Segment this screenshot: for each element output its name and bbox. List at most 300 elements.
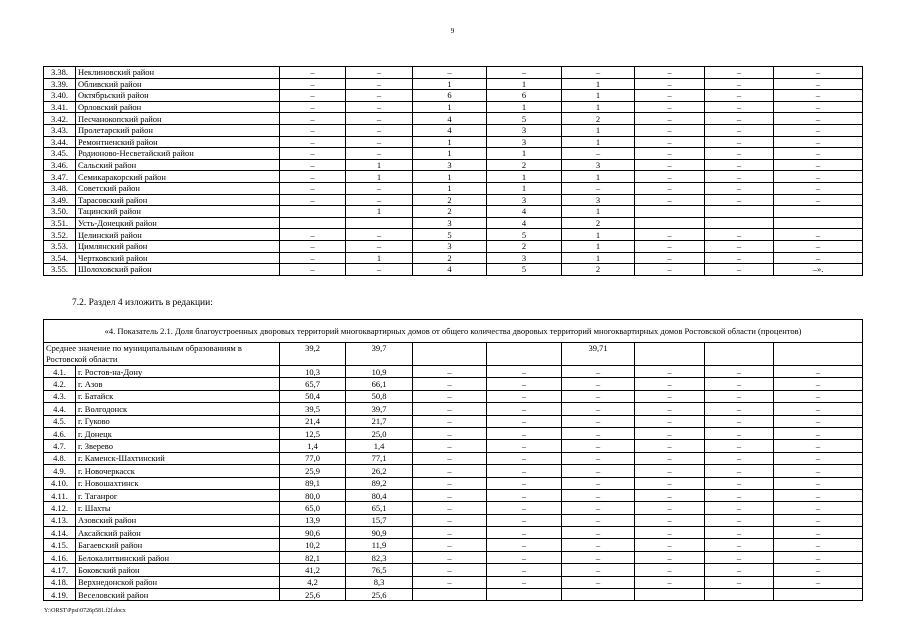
row-value: 1 bbox=[346, 171, 413, 183]
row-value: – bbox=[562, 477, 635, 489]
row-value bbox=[635, 217, 705, 229]
row-value: – bbox=[705, 252, 774, 264]
row-value: – bbox=[562, 440, 635, 452]
row-value: – bbox=[705, 527, 774, 539]
row-name: Целинский район bbox=[76, 229, 280, 241]
row-value: 1 bbox=[413, 78, 487, 90]
row-value: – bbox=[280, 240, 346, 252]
row-value: – bbox=[774, 252, 863, 264]
row-value: – bbox=[635, 182, 705, 194]
row-value: – bbox=[562, 465, 635, 477]
row-name: Багаевский район bbox=[76, 539, 280, 551]
row-value: 6 bbox=[487, 90, 562, 102]
row-number: 4.14. bbox=[44, 527, 76, 539]
row-value: – bbox=[635, 564, 705, 576]
row-value: 77,1 bbox=[346, 452, 413, 464]
table-title: «4. Показатель 2.1. Доля благоустроенных дворовых территорий многоквартирных домов от общего количества дворовых территорий многоквартирных домов Ростовской области (процентов) bbox=[44, 320, 863, 343]
row-value: – bbox=[705, 182, 774, 194]
table-row bbox=[44, 194, 863, 206]
row-value: 1 bbox=[487, 171, 562, 183]
row-value: – bbox=[705, 564, 774, 576]
row-value: – bbox=[487, 465, 562, 477]
row-value: – bbox=[774, 113, 863, 125]
row-number: 3.47. bbox=[44, 171, 76, 183]
row-value: – bbox=[413, 452, 487, 464]
table-row bbox=[44, 229, 863, 241]
row-number: 4.3. bbox=[44, 390, 76, 402]
row-number: 4.6. bbox=[44, 427, 76, 439]
row-value: – bbox=[487, 403, 562, 415]
row-value: – bbox=[280, 148, 346, 160]
row-value: 1,4 bbox=[280, 440, 346, 452]
row-value: 5 bbox=[413, 229, 487, 241]
row-value: 65,0 bbox=[280, 502, 346, 514]
row-value: – bbox=[705, 101, 774, 113]
row-value: – bbox=[635, 124, 705, 136]
row-value: – bbox=[705, 148, 774, 160]
row-number: 4.7. bbox=[44, 440, 76, 452]
row-value: – bbox=[635, 527, 705, 539]
row-value: – bbox=[635, 465, 705, 477]
row-value: – bbox=[635, 78, 705, 90]
row-number: 3.49. bbox=[44, 194, 76, 206]
row-value: – bbox=[280, 101, 346, 113]
row-value: – bbox=[635, 551, 705, 563]
row-value: 8,3 bbox=[346, 576, 413, 588]
row-value: 90,6 bbox=[280, 527, 346, 539]
row-value: – bbox=[705, 366, 774, 378]
row-value: – bbox=[280, 229, 346, 241]
row-number: 4.4. bbox=[44, 403, 76, 415]
row-value: 1 bbox=[562, 206, 635, 218]
row-value: 90,9 bbox=[346, 527, 413, 539]
row-value: – bbox=[774, 465, 863, 477]
row-value: – bbox=[774, 90, 863, 102]
row-value: – bbox=[705, 113, 774, 125]
row-value: – bbox=[705, 576, 774, 588]
row-name: Цимлянский район bbox=[76, 240, 280, 252]
row-value: 4 bbox=[413, 113, 487, 125]
row-value bbox=[280, 206, 346, 218]
table-row bbox=[44, 171, 863, 183]
row-value: – bbox=[562, 403, 635, 415]
row-value: 15,7 bbox=[346, 514, 413, 526]
table-row bbox=[44, 551, 863, 563]
row-value: – bbox=[635, 264, 705, 276]
row-value: 2 bbox=[562, 217, 635, 229]
row-value bbox=[774, 217, 863, 229]
row-value: – bbox=[774, 101, 863, 113]
row-value: – bbox=[487, 551, 562, 563]
row-number: 4.5. bbox=[44, 415, 76, 427]
average-value: 39,7 bbox=[346, 343, 413, 366]
table-row bbox=[44, 378, 863, 390]
row-number: 3.52. bbox=[44, 229, 76, 241]
row-value: 5 bbox=[487, 264, 562, 276]
row-value: – bbox=[346, 78, 413, 90]
row-value: – bbox=[635, 489, 705, 501]
row-name: Усть-Донецкий район bbox=[76, 217, 280, 229]
row-value: 1 bbox=[562, 171, 635, 183]
row-value: 3 bbox=[413, 240, 487, 252]
row-value: – bbox=[413, 514, 487, 526]
row-value: – bbox=[280, 182, 346, 194]
row-number: 3.46. bbox=[44, 159, 76, 171]
row-value: – bbox=[705, 415, 774, 427]
table-row bbox=[44, 78, 863, 90]
row-name: Орловский район bbox=[76, 101, 280, 113]
table-row bbox=[44, 217, 863, 229]
row-number: 3.41. bbox=[44, 101, 76, 113]
row-name: Тацинский район bbox=[76, 206, 280, 218]
row-value: 80,0 bbox=[280, 489, 346, 501]
row-value: – bbox=[635, 90, 705, 102]
row-name: Октябрьский район bbox=[76, 90, 280, 102]
row-value: 89,2 bbox=[346, 477, 413, 489]
row-name: Тарасовский район bbox=[76, 194, 280, 206]
row-value: – bbox=[774, 539, 863, 551]
row-value: – bbox=[280, 252, 346, 264]
row-value: – bbox=[774, 390, 863, 402]
row-value: – bbox=[635, 452, 705, 464]
row-value: 1 bbox=[413, 136, 487, 148]
row-value: – bbox=[705, 539, 774, 551]
table-row bbox=[44, 113, 863, 125]
row-number: 4.9. bbox=[44, 465, 76, 477]
row-value: 12,5 bbox=[280, 427, 346, 439]
row-value: – bbox=[562, 182, 635, 194]
row-value: – bbox=[635, 252, 705, 264]
row-value: 1 bbox=[413, 101, 487, 113]
table-row bbox=[44, 240, 863, 252]
row-value: – bbox=[487, 452, 562, 464]
row-value: – bbox=[562, 551, 635, 563]
row-name: Азовский район bbox=[76, 514, 280, 526]
row-value: 5 bbox=[487, 113, 562, 125]
table-row bbox=[44, 576, 863, 588]
table-row bbox=[44, 527, 863, 539]
row-value: – bbox=[346, 194, 413, 206]
row-value: 1 bbox=[413, 171, 487, 183]
row-value bbox=[346, 217, 413, 229]
table-row bbox=[44, 390, 863, 402]
row-value: – bbox=[413, 366, 487, 378]
row-value: – bbox=[774, 527, 863, 539]
row-value: – bbox=[280, 171, 346, 183]
row-value: – bbox=[774, 194, 863, 206]
table-row bbox=[44, 124, 863, 136]
row-value: – bbox=[562, 148, 635, 160]
page-number: 9 bbox=[450, 27, 455, 35]
row-value: 25,9 bbox=[280, 465, 346, 477]
row-number: 4.2. bbox=[44, 378, 76, 390]
table-row bbox=[44, 465, 863, 477]
row-value: – bbox=[346, 113, 413, 125]
row-value: – bbox=[413, 67, 487, 79]
table-row bbox=[44, 206, 863, 218]
row-value: 25,0 bbox=[346, 427, 413, 439]
row-name: г. Ростов-на-Дону bbox=[76, 366, 280, 378]
row-value: 3 bbox=[487, 136, 562, 148]
row-value: – bbox=[705, 440, 774, 452]
row-value: – bbox=[635, 514, 705, 526]
row-value: –». bbox=[774, 264, 863, 276]
row-value: – bbox=[413, 576, 487, 588]
row-name: г. Каменск-Шахтинский bbox=[76, 452, 280, 464]
row-value: – bbox=[280, 194, 346, 206]
row-value: – bbox=[774, 67, 863, 79]
row-value: – bbox=[487, 502, 562, 514]
row-value: 21,7 bbox=[346, 415, 413, 427]
row-value bbox=[774, 589, 863, 601]
row-number: 4.18. bbox=[44, 576, 76, 588]
row-value: – bbox=[280, 113, 346, 125]
row-name: Ремонтненский район bbox=[76, 136, 280, 148]
row-name: Неклиновский район bbox=[76, 67, 280, 79]
row-value: 4 bbox=[487, 206, 562, 218]
row-value: 50,4 bbox=[280, 390, 346, 402]
row-value: – bbox=[705, 229, 774, 241]
table-row bbox=[44, 539, 863, 551]
row-name: г. Батайск bbox=[76, 390, 280, 402]
row-value: – bbox=[487, 366, 562, 378]
table-row bbox=[44, 489, 863, 501]
row-value: – bbox=[705, 240, 774, 252]
row-value: – bbox=[346, 67, 413, 79]
row-number: 3.40. bbox=[44, 90, 76, 102]
row-value: – bbox=[280, 124, 346, 136]
row-value: – bbox=[774, 477, 863, 489]
row-number: 4.16. bbox=[44, 551, 76, 563]
row-value: 10,9 bbox=[346, 366, 413, 378]
row-name: Боковский район bbox=[76, 564, 280, 576]
row-value: 1 bbox=[346, 252, 413, 264]
row-value: – bbox=[635, 113, 705, 125]
row-value: – bbox=[705, 390, 774, 402]
average-label: Среднее значение по муниципальным образованиям в Ростовской области bbox=[44, 343, 280, 366]
row-value: 1,4 bbox=[346, 440, 413, 452]
row-name: Верхнедонской район bbox=[76, 576, 280, 588]
row-name: Советский район bbox=[76, 182, 280, 194]
average-value bbox=[705, 343, 774, 366]
row-value: – bbox=[487, 489, 562, 501]
row-value: – bbox=[487, 390, 562, 402]
row-number: 4.8. bbox=[44, 452, 76, 464]
row-value: 10,2 bbox=[280, 539, 346, 551]
row-value: – bbox=[774, 182, 863, 194]
row-value: 1 bbox=[487, 101, 562, 113]
row-value: – bbox=[635, 148, 705, 160]
row-value: – bbox=[774, 240, 863, 252]
row-value: – bbox=[774, 378, 863, 390]
row-value: – bbox=[774, 229, 863, 241]
row-value: – bbox=[705, 90, 774, 102]
row-value: – bbox=[562, 452, 635, 464]
row-value: 11,9 bbox=[346, 539, 413, 551]
row-value: – bbox=[413, 527, 487, 539]
row-value: – bbox=[635, 440, 705, 452]
row-value: – bbox=[280, 90, 346, 102]
row-name: Пролетарский район bbox=[76, 124, 280, 136]
table-row bbox=[44, 90, 863, 102]
row-value: 25,6 bbox=[280, 589, 346, 601]
row-value: – bbox=[562, 378, 635, 390]
row-name: Семикаракорский район bbox=[76, 171, 280, 183]
table-row bbox=[44, 452, 863, 464]
row-value: 3 bbox=[487, 194, 562, 206]
footer-file-path: Y:\ORST\Ppsi\0726p581.f2f.docx bbox=[44, 608, 126, 614]
row-value: 5 bbox=[487, 229, 562, 241]
row-value bbox=[705, 206, 774, 218]
row-value: – bbox=[413, 564, 487, 576]
row-value: 3 bbox=[413, 217, 487, 229]
row-number: 4.10. bbox=[44, 477, 76, 489]
row-value: – bbox=[280, 136, 346, 148]
row-value: – bbox=[562, 539, 635, 551]
row-name: Песчанокопский район bbox=[76, 113, 280, 125]
table-row bbox=[44, 264, 863, 276]
row-value: 3 bbox=[562, 194, 635, 206]
row-value: – bbox=[562, 489, 635, 501]
row-value bbox=[705, 217, 774, 229]
row-value: – bbox=[487, 415, 562, 427]
row-value: – bbox=[635, 378, 705, 390]
row-number: 3.50. bbox=[44, 206, 76, 218]
average-value bbox=[774, 343, 863, 366]
row-value: – bbox=[562, 514, 635, 526]
table-row bbox=[44, 148, 863, 160]
row-value: – bbox=[346, 229, 413, 241]
row-number: 4.13. bbox=[44, 514, 76, 526]
row-value: 50,8 bbox=[346, 390, 413, 402]
row-value: – bbox=[635, 403, 705, 415]
row-value: 13,9 bbox=[280, 514, 346, 526]
row-value: – bbox=[487, 378, 562, 390]
row-value: – bbox=[635, 502, 705, 514]
row-value: – bbox=[635, 229, 705, 241]
row-number: 3.53. bbox=[44, 240, 76, 252]
row-value: – bbox=[774, 551, 863, 563]
row-value: – bbox=[635, 415, 705, 427]
table-row bbox=[44, 564, 863, 576]
row-name: г. Новошахтинск bbox=[76, 477, 280, 489]
row-value: – bbox=[562, 576, 635, 588]
row-value: – bbox=[774, 564, 863, 576]
row-name: г. Шахты bbox=[76, 502, 280, 514]
row-value: 4 bbox=[487, 217, 562, 229]
row-value: 1 bbox=[413, 148, 487, 160]
row-value: 66,1 bbox=[346, 378, 413, 390]
row-value: – bbox=[774, 489, 863, 501]
row-value: 6 bbox=[413, 90, 487, 102]
row-name: г. Волгодонск bbox=[76, 403, 280, 415]
row-name: Веселовский район bbox=[76, 589, 280, 601]
table-row bbox=[44, 101, 863, 113]
row-value: – bbox=[705, 171, 774, 183]
row-name: г. Гуково bbox=[76, 415, 280, 427]
row-name: г. Новочеркасск bbox=[76, 465, 280, 477]
row-value: 65,1 bbox=[346, 502, 413, 514]
row-value: 82,1 bbox=[280, 551, 346, 563]
row-value: – bbox=[280, 264, 346, 276]
row-value: – bbox=[413, 390, 487, 402]
table-row bbox=[44, 477, 863, 489]
row-number: 3.54. bbox=[44, 252, 76, 264]
row-value: 2 bbox=[413, 194, 487, 206]
row-value: – bbox=[635, 101, 705, 113]
row-value: – bbox=[413, 403, 487, 415]
row-value: 26,2 bbox=[346, 465, 413, 477]
row-value: 1 bbox=[346, 159, 413, 171]
row-value: 2 bbox=[562, 113, 635, 125]
table-indicator-2-1 bbox=[43, 319, 863, 601]
row-number: 4.11. bbox=[44, 489, 76, 501]
row-number: 4.12. bbox=[44, 502, 76, 514]
row-value: – bbox=[705, 551, 774, 563]
row-name: г. Зверево bbox=[76, 440, 280, 452]
row-value: – bbox=[413, 378, 487, 390]
table-row bbox=[44, 159, 863, 171]
row-value: – bbox=[346, 182, 413, 194]
row-value bbox=[705, 589, 774, 601]
average-row bbox=[44, 343, 863, 366]
row-value: – bbox=[705, 136, 774, 148]
row-value: – bbox=[346, 148, 413, 160]
row-value: 1 bbox=[562, 252, 635, 264]
row-number: 4.15. bbox=[44, 539, 76, 551]
row-value: – bbox=[562, 390, 635, 402]
row-value: – bbox=[487, 440, 562, 452]
average-value: 39,2 bbox=[280, 343, 346, 366]
row-value: – bbox=[705, 514, 774, 526]
row-number: 3.45. bbox=[44, 148, 76, 160]
row-value: 3 bbox=[413, 159, 487, 171]
table-row bbox=[44, 514, 863, 526]
row-name: г. Таганрог bbox=[76, 489, 280, 501]
row-value: 1 bbox=[562, 101, 635, 113]
row-name: Шолоховский район bbox=[76, 264, 280, 276]
average-value bbox=[487, 343, 562, 366]
row-value: – bbox=[487, 514, 562, 526]
row-value: – bbox=[562, 67, 635, 79]
table-row bbox=[44, 427, 863, 439]
row-value: 1 bbox=[346, 206, 413, 218]
row-value: – bbox=[280, 78, 346, 90]
row-number: 3.38. bbox=[44, 67, 76, 79]
row-value: 3 bbox=[487, 124, 562, 136]
row-number: 4.19. bbox=[44, 589, 76, 601]
row-value: – bbox=[774, 576, 863, 588]
row-value: – bbox=[705, 264, 774, 276]
table-row bbox=[44, 502, 863, 514]
row-value: 39,7 bbox=[346, 403, 413, 415]
row-value: – bbox=[705, 477, 774, 489]
row-value: – bbox=[705, 489, 774, 501]
row-value: – bbox=[487, 427, 562, 439]
table-row bbox=[44, 415, 863, 427]
table-row bbox=[44, 67, 863, 79]
row-value: – bbox=[487, 527, 562, 539]
row-value: – bbox=[635, 576, 705, 588]
row-value: 2 bbox=[562, 264, 635, 276]
row-value: 3 bbox=[487, 252, 562, 264]
row-value: – bbox=[280, 67, 346, 79]
row-value: 89,1 bbox=[280, 477, 346, 489]
row-value: – bbox=[413, 551, 487, 563]
row-value: – bbox=[705, 502, 774, 514]
table-row bbox=[44, 136, 863, 148]
row-number: 3.48. bbox=[44, 182, 76, 194]
